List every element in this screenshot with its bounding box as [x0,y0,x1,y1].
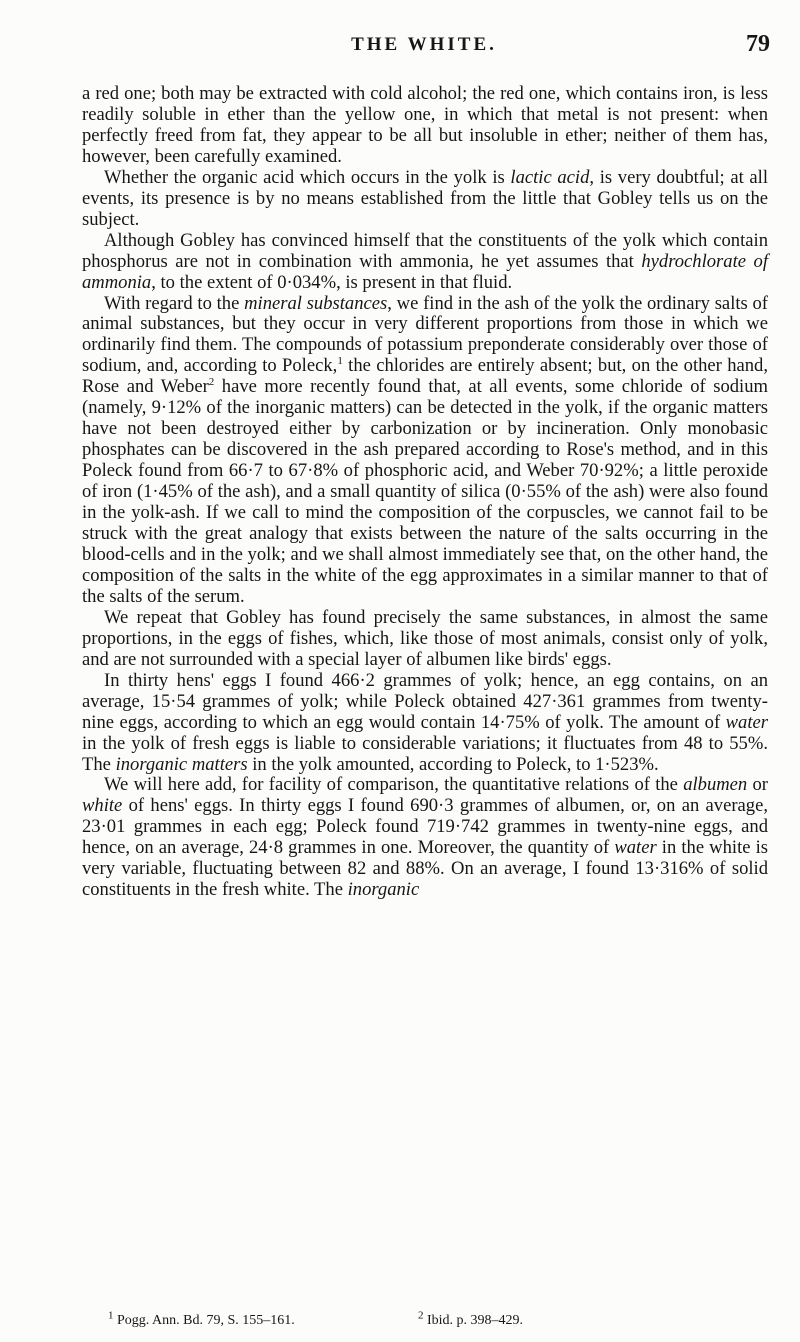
page-number: 79 [746,31,770,57]
paragraph [82,775,768,901]
text-run: a red one; both may be extracted with cold alcohol; the red one, which contains iron, is less readily soluble in ether than the yellow one, in which that metal is not present: when perfectly freed from fat, they appear to be all but insoluble in ether; neither of them has, however, been carefully examined. [82,83,768,167]
footnote [108,1309,295,1329]
text-run: in the white is very variable, fluctuating between 82 and 88%. On an average, I found 13·316% of solid constituents in the fresh white. The [82,837,768,901]
footnote-ref: 2 [208,376,215,389]
body-text [82,84,768,901]
paragraph [82,671,768,776]
italic-term: hydrochlorate of ammonia [82,250,768,293]
footnote-mark: 1 [108,1309,114,1322]
text-run: the chlorides are entirely absent; but, on the other hand, Rose and Weber [82,355,768,398]
footnote [418,1309,524,1329]
footnote-text: Ibid. p. 398–429. [427,1313,524,1328]
text-run: We repeat that Gobley has found precisely the same substances, in almost the same proportions, in the eggs of fishes, which, like those of most animals, consist only of yolk, and are not surrounded with a special layer of albumen like birds' eggs. [82,606,768,670]
paragraph [82,84,768,168]
footnote-ref: 1 [337,355,343,368]
text-run: or [747,774,768,796]
paragraph [82,168,768,231]
italic-term: water [614,837,657,859]
paragraph [82,231,768,294]
footnote-mark: 2 [418,1309,424,1322]
text-run: , is very doubtful; at all events, its presence is by no means established from the little that Gobley tells us on the subject. [82,166,768,230]
text-run: Whether the organic acid which occurs in the yolk is [104,166,511,188]
text-run: of hens' eggs. In thirty eggs I found 690·3 grammes of albumen, or, on an average, 23·01 grammes in each egg; Poleck found 719·742 grammes in twenty-nine eggs, and hence, on an average, 24·8 grammes in one. Moreover, the quantity of [82,795,768,859]
italic-term: lactic acid [510,166,590,188]
text-run: in the yolk of fresh eggs is liable to considerable variations; it fluctuates from 48 to 55%. The [82,732,768,775]
italic-term: albumen [683,774,748,796]
text-run: , to the extent of 0·034%, is present in that fluid. [151,271,513,293]
text-run: In thirty hens' eggs I found 466·2 grammes of yolk; hence, an egg contains, on an average, 15·54 grammes of yolk; while Poleck obtained 427·361 grammes from twenty-nine eggs, according to which an egg would contain 14·75% of yolk. The amount of [82,669,768,733]
italic-term: inorganic [347,879,420,901]
italic-term: white [82,795,123,817]
text-run: Although Gobley has convinced himself that the constituents of the yolk which contain phosphorus are not in combination with ammonia, he yet assumes that [82,229,768,272]
paragraph [82,294,768,608]
text-run: With regard to the [104,292,245,314]
paragraph [82,608,768,671]
italic-term: mineral substances [244,292,388,314]
italic-term: water [725,711,768,733]
page-header [78,0,770,60]
text-run: have more recently found that, at all events, some chloride of sodium (namely, 9·12% of the inorganic matters) can be detected in the yolk, if the organic matters have not been destroyed either by carbonization or by incineration. Only monobasic phosphates can be discovered in the ash prepared according to Rose's method, and in this Poleck found from 66·7 to 67·8% of phosphoric acid, and Weber 70·92%; a little peroxide of iron (1·45% of the ash), and a small quantity of silica (0·55% of the ash) were also found in the yolk-ash. If we call to mind the composition of the corpuscles, we cannot fail to be struck with the great analogy that exists between the nature of the salts occurring in the blood-cells and in the yolk; and we shall almost immediately see that, on the other hand, the composition of the salts in the white of the egg approximates in a similar manner to that of the salts of the serum. [82,376,768,607]
text-run: We will here add, for facility of comparison, the quantitative relations of the [104,774,684,796]
text-run: , we find in the ash of the yolk the ordinary salts of animal substances, but they occur in very different proportions from those in which we ordinarily find them. The compounds of potassium preponderate considerably over those of sodium, and, according to Poleck, [82,292,768,377]
footnote-text: Pogg. Ann. Bd. 79, S. 155–161. [117,1313,295,1328]
running-head: THE WHITE. [351,34,497,55]
italic-term: inorganic matters [115,753,248,775]
text-run: in the yolk amounted, according to Poleck, to 1·523%. [247,753,659,775]
